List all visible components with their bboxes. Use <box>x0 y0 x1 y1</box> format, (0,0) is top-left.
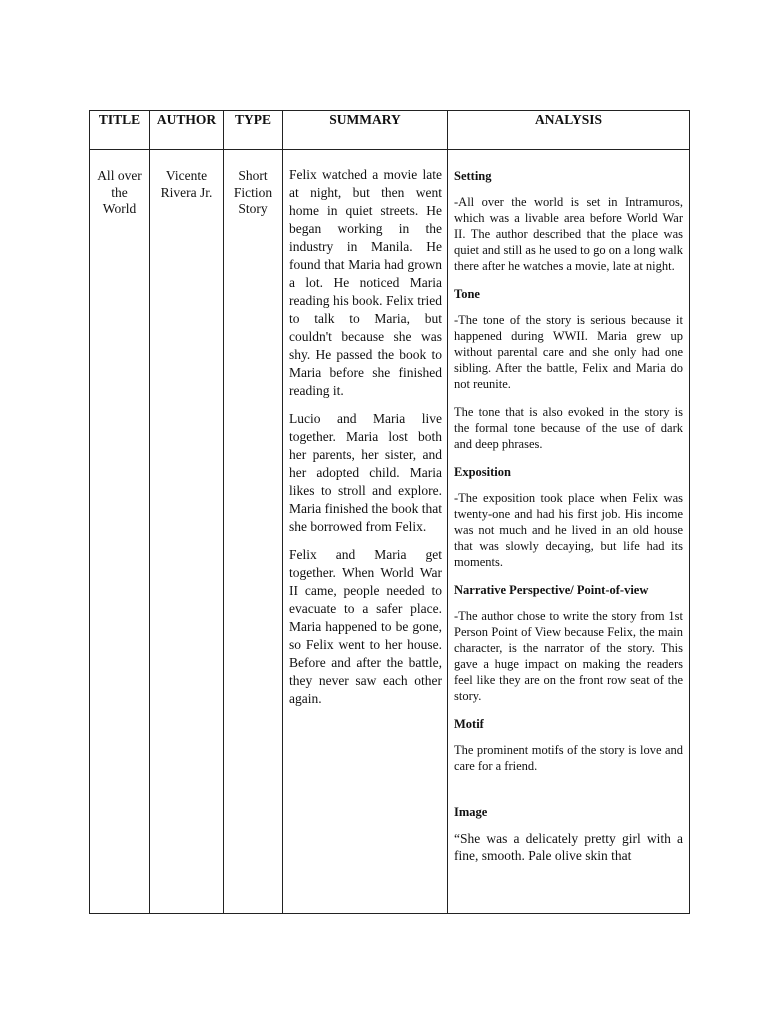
header-summary: SUMMARY <box>283 111 448 150</box>
spacer <box>454 786 683 804</box>
summary-paragraph: Lucio and Maria live together. Maria lost both her parents, her sister, and her adopted child. Maria likes to stroll and explore. Maria finished the book that she borrowed from Felix. <box>289 411 442 534</box>
analysis-text-setting: -All over the world is set in Intramuros, which was a livable area before World War II. The author described that the place was quiet and still as he used to go on a long walk there after he watches a movie, late at night. <box>454 195 683 273</box>
analysis-heading-narrative: Narrative Perspective/ Point-of-view <box>454 583 649 597</box>
header-row <box>90 111 690 150</box>
cell-analysis <box>448 150 690 914</box>
table-row <box>90 150 690 914</box>
analysis-text-exposition: -The exposition took place when Felix was twenty-one and had his first job. His income was not much and he lived in an old house that was slowly decaying, but life had its moments. <box>454 491 683 569</box>
analysis-text-narrative: -The author chose to write the story from 1st Person Point of View because Felix, the main character, is the narrator of the story. This gave a huge impact on making the readers feel like they are on the front row seat of the story. <box>454 609 683 703</box>
header-analysis: ANALYSIS <box>448 111 690 150</box>
literary-analysis-table <box>89 110 690 914</box>
analysis-text-image: “She was a delicately pretty girl with a fine, smooth. Pale olive skin that <box>454 831 683 863</box>
analysis-text-tone: -The tone of the story is serious because it happened during WWII. Maria grew up without parental care and she only had one sibling. After the battle, Felix and Maria do not reunite. <box>454 313 683 391</box>
analysis-heading-motif: Motif <box>454 717 484 731</box>
cell-author: Vicente Rivera Jr. <box>150 150 224 914</box>
analysis-heading-exposition: Exposition <box>454 465 511 479</box>
analysis-heading-tone: Tone <box>454 287 480 301</box>
analysis-text-tone-2: The tone that is also evoked in the story is the formal tone because of the use of dark and deep phrases. <box>454 405 683 451</box>
cell-type: Short Fiction Story <box>224 150 283 914</box>
cell-summary <box>283 150 448 914</box>
header-author: AUTHOR <box>150 111 224 150</box>
analysis-heading-image: Image <box>454 805 488 819</box>
summary-paragraph: Felix and Maria get together. When World War II came, people needed to evacuate to a safer place. Maria happened to be gone, so Felix went to her house. Before and after the battle, they never saw each other again. <box>289 547 442 706</box>
header-title: TITLE <box>90 111 150 150</box>
analysis-text-motif: The prominent motifs of the story is love and care for a friend. <box>454 743 683 773</box>
header-type: TYPE <box>224 111 283 150</box>
summary-paragraph: Felix watched a movie late at night, but then went home in quiet streets. He began working in the industry in Manila. He found that Maria had grown a lot. He noticed Maria reading his book. Felix tried to talk to Maria, but couldn't because she was shy. He passed the book to Maria before she finished reading it. <box>289 167 442 398</box>
cell-title: All over the World <box>90 150 150 914</box>
analysis-heading-setting: Setting <box>454 169 492 183</box>
